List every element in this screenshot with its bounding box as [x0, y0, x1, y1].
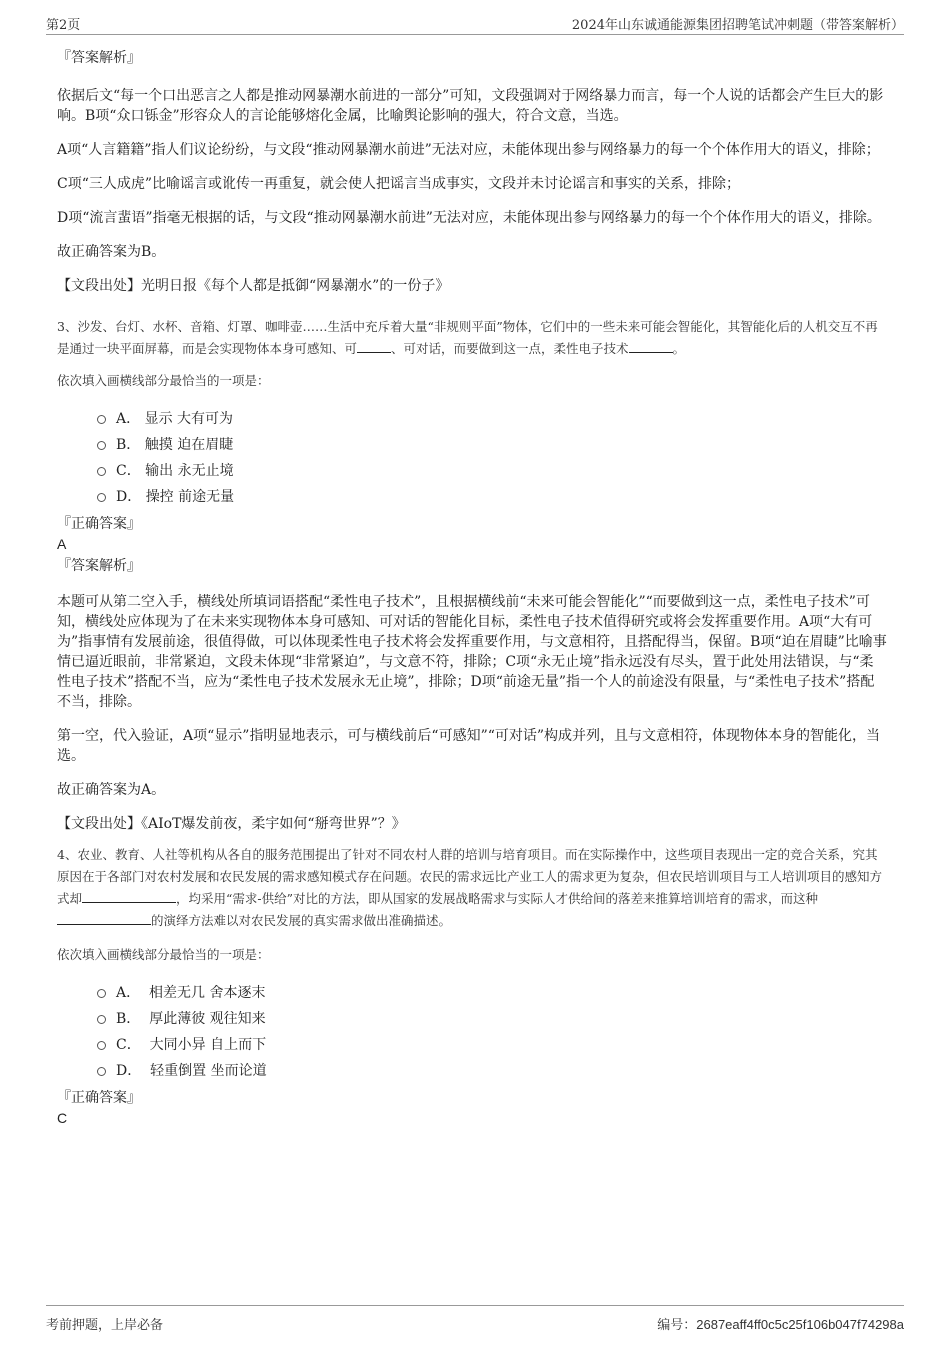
fill-blank	[357, 338, 391, 353]
option-c[interactable]: C． 大同小异 自上而下	[97, 1032, 887, 1058]
option-list	[57, 406, 887, 510]
answer-conclusion: 故正确答案为A。	[57, 782, 166, 798]
correct-answer: C	[57, 1110, 68, 1126]
page-header	[46, 14, 904, 35]
option-b[interactable]: B． 厚此薄彼 观往知来	[97, 1006, 887, 1032]
fill-blank	[82, 888, 176, 903]
radio-icon[interactable]	[97, 989, 106, 998]
option-a[interactable]: A． 显示 大有可为	[97, 406, 887, 432]
question-stem: 4、农业、教育、人社等机构从各自的服务范围提出了针对不同农村人群的培训与培育项目。而在实际操作中，这些项目表现出一定的竞合关系，究其原因在于各部门对农村发展和农民发展的需求感知模式存在问题。农民的需求远比产业工人的需求更为复杂，但农民培训项目与工人培训项目的感知方式却 ，均采用“需求-供给”对比的方法，即从国家的发展战略需求与实际人才供给间的落差来推算培训培育的需求，而这种的演绎方法难以对农民发展的真实需求做出准确描述。	[57, 847, 883, 928]
analysis-paragraph: 第一空，代入验证，A项“显示”指明显地表示，可与横线前后“可感知”“可对话”构成并列，且与文意相符，体现物体本身的智能化，当选。	[57, 728, 881, 764]
option-a[interactable]: A． 相差无几 舍本逐末	[97, 980, 887, 1006]
fill-blank	[629, 338, 673, 353]
document-id: 编号：2687eaff4ff0c5c25f106b047f74298a	[657, 1317, 904, 1332]
footer-slogan: 考前押题，上岸必备	[46, 1318, 164, 1333]
option-d[interactable]: D． 轻重倒置 坐而论道	[97, 1058, 887, 1084]
text-source: 【文段出处】光明日报《每个人都是抵御“网暴潮水”的一份子》	[57, 278, 450, 294]
correct-answer: A	[57, 536, 67, 552]
analysis-paragraph: 本题可从第二空入手，横线处所填词语搭配“柔性电子技术”，且根据横线前“未来可能会智能化”“而要做到这一点，柔性电子技术”可知，横线处应体现为了在未来实现物体本身可感知、可对话的智能化目标，柔性电子技术值得研究或将会发挥重要作用。A项“大有可为”指事情有发展前途，很值得做，可以体现柔性电子技术将会发挥重要作用，与文意相符，且搭配得当，保留。B项“迫在眉睫”比喻事情已逼近眼前，非常紧迫，文段未体现“非常紧迫”，与文意不符，排除；C项“永无止境”指永远没有尽头，置于此处用法错误，与“柔性电子技术”搭配不当，应为“柔性电子技术发展永无止境”，排除；D项“前途无量”指一个人的前途没有限量，与“柔性电子技术”搭配不当，排除。	[57, 594, 887, 710]
radio-icon[interactable]	[97, 1067, 106, 1076]
correct-answer-label: 『正确答案』	[57, 1090, 141, 1106]
document-title: 2024年山东诚通能源集团招聘笔试冲刺题（带答案解析）	[571, 18, 904, 33]
question-instruction: 依次填入画横线部分最恰当的一项是：	[57, 373, 270, 388]
text-source: 【文段出处】《AIoT爆发前夜，柔宇如何“掰弯世界”？》	[57, 816, 406, 832]
page-number: 第2页	[46, 18, 81, 33]
radio-icon[interactable]	[97, 1041, 106, 1050]
option-list	[57, 980, 887, 1084]
correct-answer-label: 『正确答案』	[57, 516, 141, 532]
option-d[interactable]: D． 操控 前途无量	[97, 484, 887, 510]
analysis-label: 『答案解析』	[57, 558, 141, 574]
answer-conclusion: 故正确答案为B。	[57, 244, 166, 260]
analysis-option-d: D项“流言蜚语”指毫无根据的话，与文段“推动网暴潮水前进”无法对应，未能体现出参与网络暴力的每一个个体作用大的语义，排除。	[57, 210, 881, 226]
analysis-option-a: A项“人言籍籍”指人们议论纷纷，与文段“推动网暴潮水前进”无法对应，未能体现出参与网络暴力的每一个个体作用大的语义，排除；	[57, 142, 880, 158]
option-b[interactable]: B． 触摸 迫在眉睫	[97, 432, 887, 458]
radio-icon[interactable]	[97, 1015, 106, 1024]
fill-blank	[57, 910, 151, 925]
radio-icon[interactable]	[97, 441, 106, 450]
main-content	[57, 46, 887, 1128]
question-instruction: 依次填入画横线部分最恰当的一项是：	[57, 947, 270, 962]
analysis-option-c: C项“三人成虎”比喻谣言或讹传一再重复，就会使人把谣言当成事实，文段并未讨论谣言和事实的关系，排除；	[57, 176, 741, 192]
radio-icon[interactable]	[97, 493, 106, 502]
page-footer	[46, 1305, 904, 1332]
radio-icon[interactable]	[97, 415, 106, 424]
question-stem: 3、沙发、台灯、水杯、音箱、灯罩、咖啡壶……生活中充斥着大量“非规则平面”物体，它们中的一些未来可能会智能化，其智能化后的人机交互不再是通过一块平面屏幕，而是会实现物体本身可感知、可 、可对话，而要做到这一点，柔性电子技术 。	[57, 319, 878, 356]
radio-icon[interactable]	[97, 467, 106, 476]
analysis-paragraph: 依据后文“每一个口出恶言之人都是推动网暴潮水前进的一部分”可知，文段强调对于网络暴力而言，每一个人说的话都会产生巨大的影响。B项“众口铄金”形容众人的言论能够熔化金属，比喻舆论影响的强大，符合文意，当选。	[57, 88, 884, 124]
analysis-label: 『答案解析』	[57, 50, 141, 66]
option-c[interactable]: C． 输出 永无止境	[97, 458, 887, 484]
